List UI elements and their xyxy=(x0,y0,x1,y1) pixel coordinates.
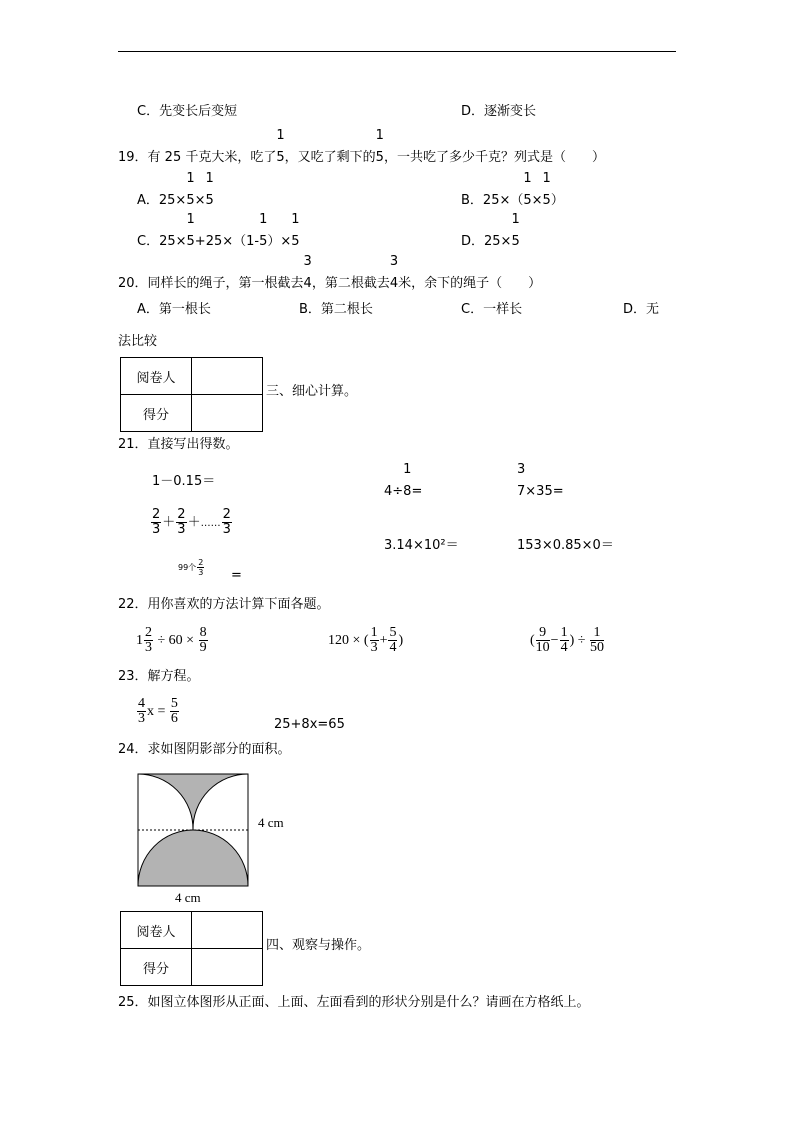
q24-title: 24．求如图阴影部分的面积。 xyxy=(118,742,291,757)
q21-expr-3: 3 7×35= xyxy=(517,462,564,499)
q21-expr-1: 1－0.15＝ xyxy=(152,474,216,489)
q19-question: 19．有 25 千克大米，吃了 1 5，又吃了剩下的 1 5，一共吃了多少千克？列式是（ ） xyxy=(118,128,605,165)
q20-option-a: A．第一根长 xyxy=(137,302,211,317)
section-3-heading: 三、细心计算。 xyxy=(266,384,358,399)
q21-expr-4: $\frac{2}{3}$ ＋ $\frac{2}{3}$ ＋…… $\frac{2}{3}$ xyxy=(152,507,231,537)
q23-equation-2: 25+8x=65 xyxy=(274,717,345,732)
q20-option-c: C．一样长 xyxy=(461,302,523,317)
q19-option-d: D．25× 1 5 xyxy=(461,212,520,249)
reviewer-label: 阅卷人 xyxy=(121,912,192,949)
q18-option-c: C．先变长后变短 xyxy=(137,104,238,119)
q20-option-d-wrap: 法比较 xyxy=(118,334,158,349)
reviewer-cell[interactable] xyxy=(192,358,263,395)
q22-expr-1: 1 $\frac{2}{3}$ ÷ 60 × $\frac{8}{9}$ xyxy=(136,625,207,656)
q20-question: 20．同样长的绳子，第一根截去 3 4，第二根截去 3 4米，余下的绳子（ ） xyxy=(118,254,542,291)
q19-option-a: A．25× 1 5× 1 5 xyxy=(137,171,214,208)
q22-title: 22．用你喜欢的方法计算下面各题。 xyxy=(118,597,330,612)
q23-equation-1: $\frac{4}{3}$ x = $\frac{5}{6}$ xyxy=(138,696,178,727)
shaded-area-figure xyxy=(137,773,249,887)
header-rule xyxy=(118,51,676,52)
q18-option-d: D．逐渐变长 xyxy=(461,104,537,119)
q23-title: 23．解方程。 xyxy=(118,669,200,684)
score-cell[interactable] xyxy=(192,395,263,432)
q19-option-c: C．25× 1 5+25×（1- 1 5）× 1 5 xyxy=(137,212,300,249)
q21-expr-2: 4÷ 1 8= xyxy=(384,462,423,499)
score-label: 得分 xyxy=(121,949,192,986)
q21-title: 21．直接写出得数。 xyxy=(118,437,239,452)
reviewer-cell[interactable] xyxy=(192,912,263,949)
q20-option-d: D．无 xyxy=(623,302,660,317)
bottom-length-label: 4 cm xyxy=(175,890,201,905)
q21-expr-6: 153×0.85×0＝ xyxy=(517,538,614,553)
bottom-semicircle xyxy=(138,830,248,886)
q25-title: 25．如图立体图形从正面、上面、左面看到的形状分别是什么？请画在方格纸上。 xyxy=(118,995,590,1010)
score-cell[interactable] xyxy=(192,949,263,986)
section-4-heading: 四、观察与操作。 xyxy=(266,938,371,953)
reviewer-label: 阅卷人 xyxy=(121,358,192,395)
q22-expr-3: ( $\frac{9}{10}$ − $\frac{1}{4}$ ) ÷ $\frac{1}{50}$ xyxy=(530,625,604,656)
q21-expr-5: 3.14×10²＝ xyxy=(384,538,459,553)
q21-expr-4-equals: = xyxy=(231,568,242,583)
q21-brace-label: 99个 $\frac{2}{3}$ xyxy=(178,558,204,577)
score-label: 得分 xyxy=(121,395,192,432)
q20-option-b: B．第二根长 xyxy=(299,302,373,317)
score-table-3 xyxy=(120,357,263,432)
top-shaded-region xyxy=(138,774,248,830)
side-length-label: 4 cm xyxy=(258,815,284,830)
q22-expr-2: 120 × ( $\frac{1}{3}$ + $\frac{5}{4}$ ) xyxy=(328,625,404,656)
q19-option-b: B．25×（ 1 5× 1 5） xyxy=(461,171,564,208)
score-table-4 xyxy=(120,911,263,986)
